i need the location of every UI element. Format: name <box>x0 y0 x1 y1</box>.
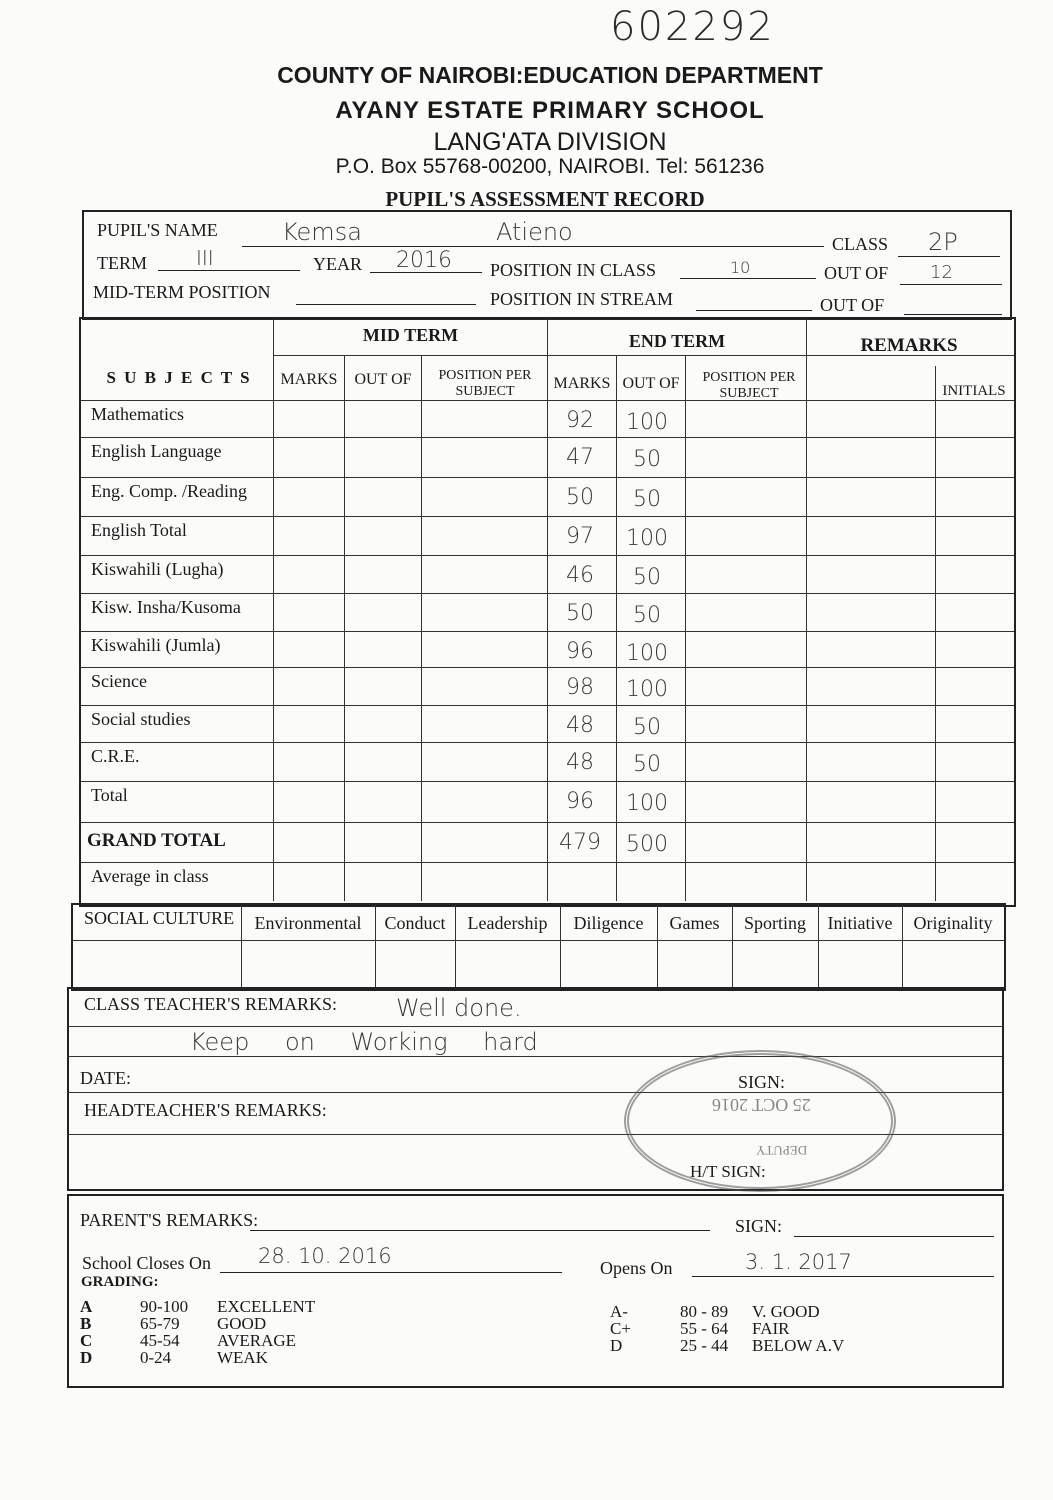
parent-remarks-label: PARENT'S REMARKS: <box>80 1210 259 1230</box>
grading-range: 45-54 <box>140 1331 180 1350</box>
grading-range: 0-24 <box>140 1348 172 1367</box>
grading-grade: B <box>80 1314 92 1333</box>
mid-position-header-1: POSITION PER <box>438 368 532 383</box>
end-out-of-header: OUT OF <box>622 375 680 392</box>
end-term-marks: 47 <box>566 445 594 470</box>
end-term-marks: 97 <box>566 524 594 549</box>
end-term-marks: 479 <box>559 830 601 855</box>
term-label: TERM <box>97 253 148 273</box>
class-value: 2P <box>928 228 958 256</box>
end-term-out-of: 50 <box>633 715 661 740</box>
end-term-out-of: 50 <box>633 487 661 512</box>
subject-name: Mathematics <box>91 404 184 424</box>
subject-name: Kiswahili (Jumla) <box>91 635 221 655</box>
class-label: CLASS <box>832 234 889 254</box>
pupil-first-name: Kemsa <box>282 218 362 246</box>
subjects-header: S U B J E C T S <box>106 368 252 387</box>
year-value: 2016 <box>396 248 452 273</box>
pupil-last-name: Atieno <box>496 218 573 246</box>
subject-name: English Language <box>91 441 222 461</box>
end-term-marks: 48 <box>566 713 594 738</box>
grading-desc: WEAK <box>217 1348 268 1367</box>
out-of-value: 12 <box>930 262 953 283</box>
position-in-stream-label: POSITION IN STREAM <box>490 289 674 309</box>
school-closes-label: School Closes On <box>82 1253 212 1273</box>
mid-term-header: MID TERM <box>362 325 459 345</box>
table-row <box>79 705 1014 742</box>
end-position-header-2: SUBJECT <box>719 386 779 401</box>
position-in-class-value: 10 <box>730 258 751 277</box>
mid-position-header-2: SUBJECT <box>455 384 515 399</box>
social-culture-column-header: Leadership <box>467 913 548 933</box>
table-row <box>79 516 1014 555</box>
grading-grade: A <box>80 1297 93 1316</box>
end-term-marks: 92 <box>566 408 594 433</box>
social-culture-column-header: Conduct <box>384 913 446 933</box>
social-culture-label: SOCIAL CULTURE <box>84 908 235 928</box>
grading-range: 65-79 <box>140 1314 180 1333</box>
reference-number: 602292 <box>610 4 775 50</box>
class-teacher-sign-label: SIGN: <box>738 1072 786 1092</box>
social-culture-column-header: Environmental <box>254 913 362 933</box>
grading-range: 90-100 <box>140 1297 189 1316</box>
grading-title: GRADING: <box>81 1274 159 1290</box>
headteacher-remarks-label: HEADTEACHER'S REMARKS: <box>84 1100 327 1120</box>
table-row <box>79 742 1014 781</box>
stamp-label: DEPUTY <box>756 1143 808 1158</box>
end-term-out-of: 500 <box>626 832 668 857</box>
end-term-marks: 50 <box>566 601 594 626</box>
grading-grade: C <box>80 1331 93 1350</box>
social-culture-column-header: Sporting <box>743 913 806 933</box>
subject-name: C.R.E. <box>91 746 140 766</box>
grading-desc: AVERAGE <box>217 1331 297 1350</box>
position-in-class-label: POSITION IN CLASS <box>490 260 657 280</box>
parent-sign-label: SIGN: <box>735 1216 783 1236</box>
county-heading: COUNTY OF NAIROBI:EDUCATION DEPARTMENT <box>277 62 823 88</box>
end-term-header: END TERM <box>628 331 726 351</box>
mid-term-position-label: MID-TERM POSITION <box>93 282 271 302</box>
date-label: DATE: <box>80 1068 131 1088</box>
school-closes-value: 28. 10. 2016 <box>258 1244 392 1268</box>
remarks-header: REMARKS <box>860 335 958 356</box>
division-name: LANG'ATA DIVISION <box>433 128 667 156</box>
subject-name: Eng. Comp. /Reading <box>91 481 247 501</box>
end-term-out-of: 50 <box>633 752 661 777</box>
end-term-out-of: 100 <box>626 641 668 666</box>
social-culture-column-header: Games <box>669 913 720 933</box>
grading-grade: A- <box>610 1302 628 1321</box>
grading-range: 80 - 89 <box>680 1302 729 1321</box>
end-term-out-of: 100 <box>626 526 668 551</box>
end-term-marks: 46 <box>566 563 594 588</box>
opens-on-label: Opens On <box>600 1258 673 1278</box>
subject-name: Science <box>91 671 147 691</box>
grading-grade: D <box>610 1336 623 1355</box>
grading-range: 55 - 64 <box>680 1319 729 1338</box>
table-row <box>79 781 1014 822</box>
headteacher-sign-label: H/T SIGN: <box>690 1162 766 1181</box>
grading-grade: D <box>80 1348 93 1367</box>
class-teacher-remarks-line1: Well done. <box>396 994 522 1022</box>
subject-name: Total <box>91 785 128 805</box>
social-culture-column-header: Originality <box>913 913 993 933</box>
table-row <box>79 667 1014 705</box>
grading-range: 25 - 44 <box>680 1336 729 1355</box>
end-term-out-of: 100 <box>626 677 668 702</box>
subject-name: GRAND TOTAL <box>87 830 226 851</box>
end-term-marks: 98 <box>566 675 594 700</box>
grading-desc: GOOD <box>217 1314 267 1333</box>
school-stamp <box>624 1050 896 1192</box>
subject-name: English Total <box>91 520 187 540</box>
end-term-out-of: 50 <box>633 447 661 472</box>
out-of-stream-label: OUT OF <box>820 295 885 315</box>
term-value: III <box>196 246 214 270</box>
grading-desc: V. GOOD <box>752 1302 820 1321</box>
year-label: YEAR <box>313 254 362 274</box>
end-marks-header: MARKS <box>553 375 611 392</box>
social-culture-column-header: Diligence <box>573 913 644 933</box>
end-term-marks: 96 <box>566 789 594 814</box>
opens-on-value: 3. 1. 2017 <box>745 1250 852 1274</box>
end-position-header-1: POSITION PER <box>702 370 796 385</box>
class-teacher-remarks-label: CLASS TEACHER'S REMARKS: <box>84 994 337 1014</box>
end-term-marks: 96 <box>566 639 594 664</box>
subject-name: Social studies <box>91 709 191 729</box>
subject-name: Average in class <box>91 866 209 886</box>
school-name: AYANY ESTATE PRIMARY SCHOOL <box>335 97 765 124</box>
end-term-out-of: 100 <box>626 791 668 816</box>
table-row <box>79 400 1014 437</box>
end-term-marks: 48 <box>566 750 594 775</box>
pupil-name-label: PUPIL'S NAME <box>97 220 218 240</box>
subject-name: Kiswahili (Lugha) <box>91 559 224 579</box>
subject-name: Kisw. Insha/Kusoma <box>91 597 241 617</box>
social-culture-column-header: Initiative <box>827 913 893 933</box>
stamp-date: 25 OCT 2016 <box>712 1095 811 1115</box>
table-row <box>79 862 1014 901</box>
out-of-label: OUT OF <box>824 263 889 283</box>
mid-marks-header: MARKS <box>280 371 338 388</box>
grading-desc: BELOW A.V <box>752 1336 845 1355</box>
initials-header: INITIALS <box>942 383 1006 399</box>
end-term-marks: 50 <box>566 485 594 510</box>
form-title: PUPIL'S ASSESSMENT RECORD <box>385 187 705 211</box>
mid-out-of-header: OUT OF <box>354 371 412 388</box>
grading-desc: EXCELLENT <box>217 1297 316 1316</box>
end-term-out-of: 100 <box>626 410 668 435</box>
class-teacher-remarks-line2: Keep on Working hard <box>190 1028 538 1056</box>
end-term-out-of: 50 <box>633 565 661 590</box>
school-address: P.O. Box 55768-00200, NAIROBI. Tel: 561236 <box>335 155 765 178</box>
grading-desc: FAIR <box>752 1319 790 1338</box>
grading-grade: C+ <box>610 1319 631 1338</box>
end-term-out-of: 50 <box>633 603 661 628</box>
